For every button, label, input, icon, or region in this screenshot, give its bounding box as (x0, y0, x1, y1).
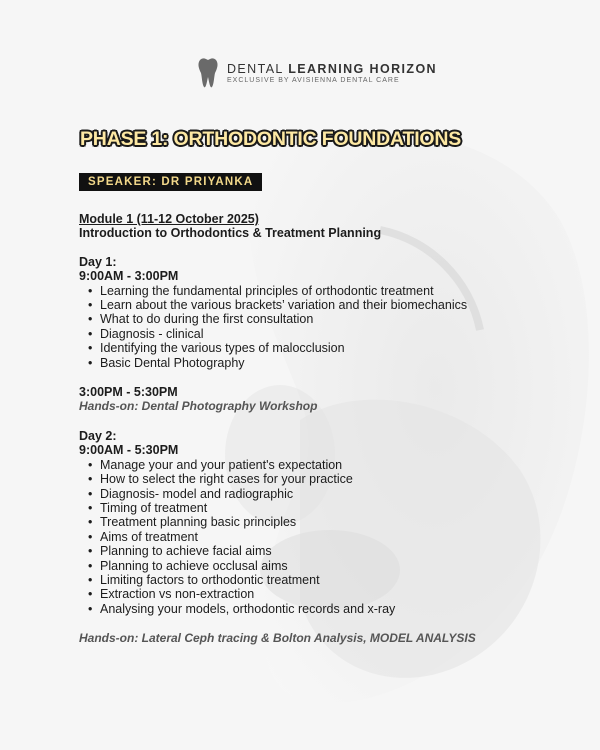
day1-label: Day 1: (79, 254, 117, 269)
speaker-badge: SPEAKER: DR PRIYANKA (79, 173, 262, 191)
list-item: • Extraction vs non-extraction (79, 587, 579, 601)
day1-session1-time: 9:00AM - 3:00PM (79, 269, 179, 284)
day2-label: Day 2: (79, 428, 117, 443)
list-item: • Planning to achieve occlusal aims (79, 559, 579, 573)
list-item: • What to do during the first consultation (79, 312, 579, 326)
list-item: • Timing of treatment (79, 501, 579, 515)
list-item: • Planning to achieve facial aims (79, 544, 579, 558)
brand-tagline: EXCLUSIVE BY AVISIENNA DENTAL CARE (227, 77, 400, 84)
list-item: • Manage your and your patient's expectation (79, 458, 579, 472)
list-item: • Limiting factors to orthodontic treatment (79, 573, 579, 587)
day2-topic-list (79, 458, 579, 616)
list-item: • Aims of treatment (79, 530, 579, 544)
list-item: • Learn about the various brackets’ variation and their biomechanics (79, 298, 579, 312)
list-item: • How to select the right cases for your practice (79, 472, 579, 486)
list-item: • Identifying the various types of malocclusion (79, 341, 579, 355)
list-item: • Analysing your models, orthodontic records and x-ray (79, 602, 579, 616)
day2-hands-on: Hands-on: Lateral Ceph tracing & Bolton Analysis, MODEL ANALYSIS (79, 631, 476, 646)
list-item: • Learning the fundamental principles of orthodontic treatment (79, 284, 579, 298)
course-content (79, 212, 579, 646)
phase-title: PHASE 1: ORTHODONTIC FOUNDATIONS (80, 128, 462, 150)
brand-name-bold: LEARNING HORIZON (288, 62, 437, 76)
tooth-icon (197, 57, 219, 89)
day1-topic-list (79, 284, 579, 370)
module-subtitle: Introduction to Orthodontics & Treatment Planning (79, 226, 382, 241)
module-title: Module 1 (11-12 October 2025) (79, 212, 259, 226)
list-item: • Diagnosis - clinical (79, 327, 579, 341)
day1-hands-on: Hands-on: Dental Photography Workshop (79, 399, 318, 414)
brand-logo (197, 57, 437, 89)
list-item: • Basic Dental Photography (79, 356, 579, 370)
day1-session2-time: 3:00PM - 5:30PM (79, 385, 178, 400)
brand-name-light: DENTAL (227, 62, 289, 76)
list-item: • Treatment planning basic principles (79, 515, 579, 529)
list-item: • Diagnosis- model and radiographic (79, 487, 579, 501)
day2-time: 9:00AM - 5:30PM (79, 443, 179, 458)
